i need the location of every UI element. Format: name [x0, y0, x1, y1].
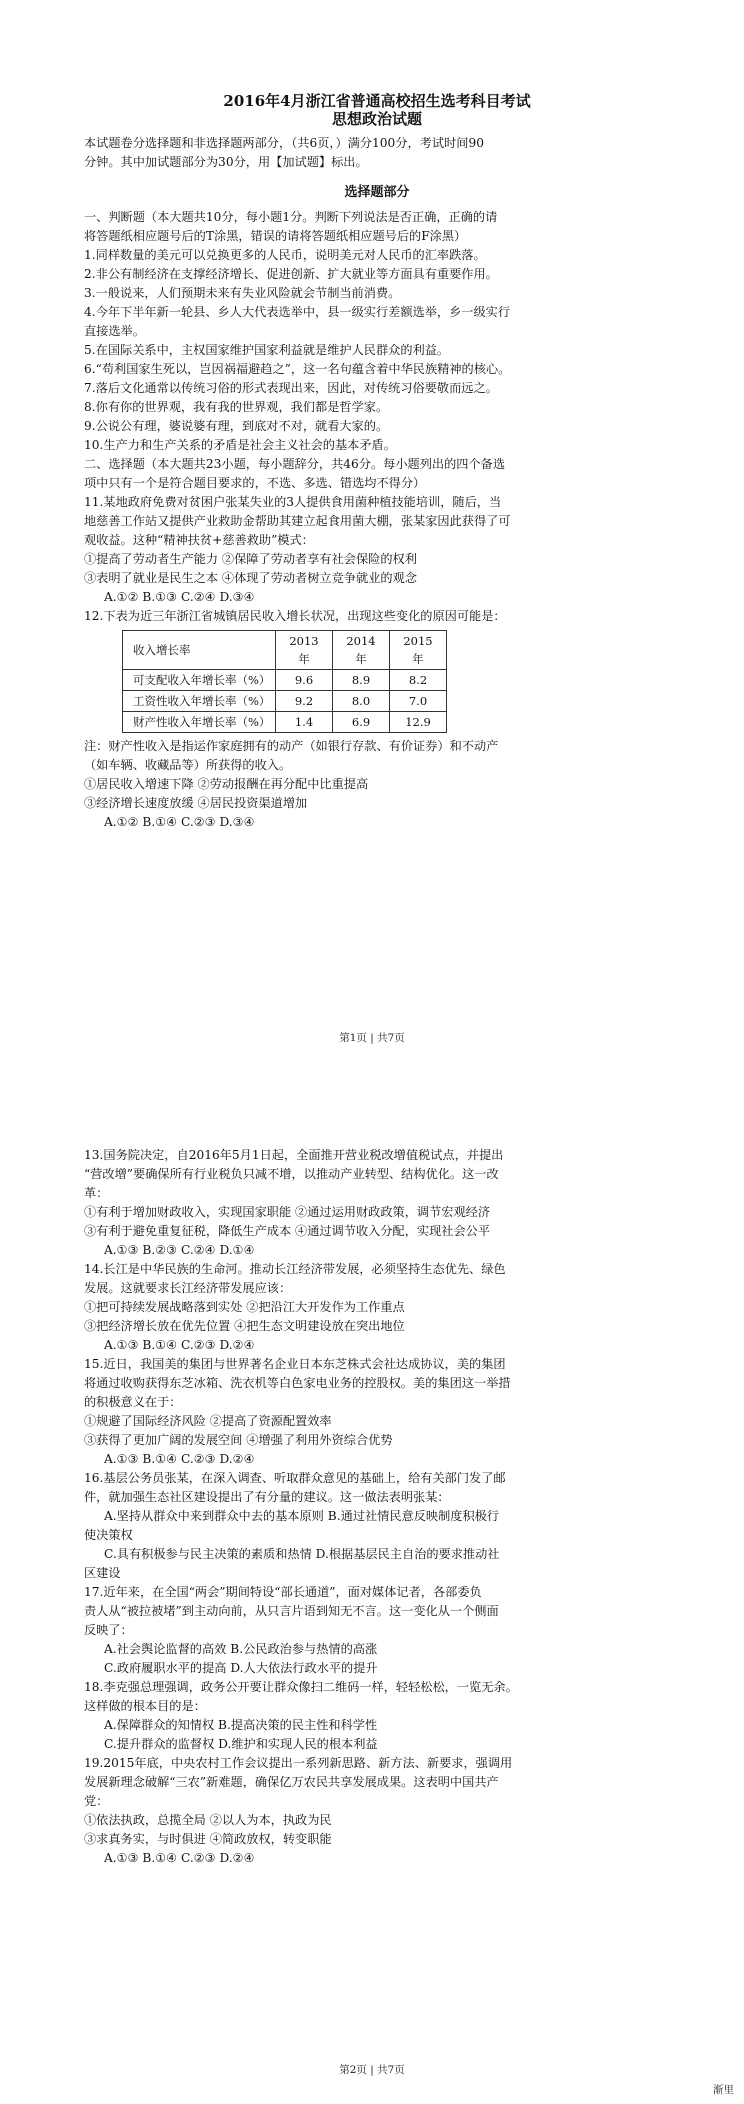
question-line: 地慈善工作站又提供产业救助金帮助其建立起食用菌大棚，张某家因此获得了可 [84, 514, 511, 528]
question-line: 观收益。这种“精神扶贫+慈善救助”模式： [84, 533, 314, 547]
question-line: 18.李克强总理强调，政务公开要让群众像扫二维码一样，轻轻松松，一览无余。 [84, 1680, 518, 1694]
question-line: A.①③ B.①④ C.②③ D.②④ [104, 1452, 255, 1466]
table-header-cell: 收入增长率 [123, 631, 276, 670]
question-line: ①有利于增加财政收入，实现国家职能 ②通过运用财政政策，调节宏观经济 [84, 1205, 491, 1219]
corner-watermark-text: 渐里 [713, 2084, 734, 2096]
income-growth-table [122, 630, 447, 733]
question-line: 件，就加强生态社区建设提出了有分量的建议。这一做法表明张某： [84, 1490, 450, 1504]
question-line: 17.近年来，在全国“两会”期间特设“部长通道”，面对媒体记者，各部委负 [84, 1585, 482, 1599]
page-1 [84, 92, 670, 832]
question-line: 党： [84, 1794, 109, 1808]
question-line: 4.今年下半年新一轮县、乡人大代表选举中，县一级实行差额选举，乡一级实行 [84, 305, 511, 319]
table-cell: 7.0 [390, 691, 447, 712]
table-cell: 8.0 [333, 691, 390, 712]
question-line: C.具有积极参与民主决策的素质和热情 D.根据基层民主自治的要求推动社 [104, 1547, 500, 1561]
question-line: 责人从“被拉被堵”到主动向前，从只言片语到知无不言。这一变化从一个侧面 [84, 1604, 499, 1618]
table-cell: 可支配收入年增长率（%） [123, 670, 276, 691]
table-header-cell: 2013年 [276, 631, 333, 670]
question-line: ①提高了劳动者生产能力 ②保障了劳动者享有社会保险的权利 [84, 552, 417, 566]
question-line: 5.在国际关系中，主权国家维护国家利益就是维护人民群众的利益。 [84, 343, 450, 357]
question-line: 将通过收购获得东芝冰箱、洗衣机等白色家电业务的控股权。美的集团这一举措 [84, 1376, 511, 1390]
question-line: C.政府履职水平的提高 D.人大依法行政水平的提升 [104, 1661, 378, 1675]
exam-title: 2016年4月浙江省普通高校招生选考科目考试 [223, 92, 531, 110]
question-line: ③把经济增长放在优先位置 ④把生态文明建设放在突出地位 [84, 1319, 405, 1333]
question-line: 13.国务院决定，自2016年5月1日起，全面推开营业税改增值税试点，并提出 [84, 1148, 504, 1162]
table-header-cell: 2014年 [333, 631, 390, 670]
question-line: ③求真务实，与时俱进 ④简政放权，转变职能 [84, 1832, 332, 1846]
question-line: A.保障群众的知情权 B.提高决策的民主性和科学性 [104, 1718, 378, 1732]
question-line: 19.2015年底，中央农村工作会议提出一系列新思路、新方法、新要求，强调用 [84, 1756, 513, 1770]
table-cell: 财产性收入年增长率（%） [123, 712, 276, 733]
question-line: 注：财产性收入是指运作家庭拥有的动产（如银行存款、有价证券）和不动产 [84, 739, 499, 753]
question-line: ③获得了更加广阔的发展空间 ④增强了利用外资综合优势 [84, 1433, 393, 1447]
table-cell: 9.6 [276, 670, 333, 691]
table-header-cell: 2015年 [390, 631, 447, 670]
question-line: 3.一般说来，人们预期未来有失业风险就会节制当前消费。 [84, 286, 401, 300]
intro-line: 分钟。其中加试题部分为30分，用【加试题】标出。 [84, 155, 368, 169]
question-line: ③表明了就业是民生之本 ④体现了劳动者树立竞争就业的观念 [84, 571, 417, 585]
page-footer-2: 第2页 | 共7页 [339, 2064, 405, 2076]
table-cell: 1.4 [276, 712, 333, 733]
exam-subtitle: 思想政治试题 [331, 110, 422, 128]
question-line: 10.生产力和生产关系的矛盾是社会主义社会的基本矛盾。 [84, 438, 396, 452]
question-line: 直接选举。 [84, 324, 145, 338]
question-line: 11.某地政府免费对贫困户张某失业的3人提供食用菌种植技能培训，随后，当 [84, 495, 502, 509]
question-line: 将答题纸相应题号后的T涂黑，错误的请将答题纸相应题号后的F涂黑） [84, 229, 467, 243]
question-line: ①把可持续发展战略落到实处 ②把沿江大开发作为工作重点 [84, 1300, 405, 1314]
question-line: 这样做的根本目的是： [84, 1699, 206, 1713]
question-line: A.①③ B.①④ C.②③ D.②④ [104, 1338, 255, 1352]
page2-questions [84, 1146, 670, 1868]
question-line: “营改增”要确保所有行业税负只减不增，以推动产业转型、结构优化。这一改 [84, 1167, 499, 1181]
question-line: 1.同样数量的美元可以兑换更多的人民币，说明美元对人民币的汇率跌落。 [84, 248, 486, 262]
question-line: 发展。这就要求长江经济带发展应该： [84, 1281, 292, 1295]
question-line: ①依法执政，总揽全局 ②以人为本，执政为民 [84, 1813, 332, 1827]
intro-text [84, 134, 670, 172]
question-line: 革： [84, 1186, 109, 1200]
q12-stem: 12.下表为近三年浙江省城镇居民收入增长状况，出现这些变化的原因可能是： [84, 609, 506, 623]
table-row [123, 712, 447, 733]
page1-questions [84, 208, 670, 588]
question-line: ①居民收入增速下降 ②劳动报酬在再分配中比重提高 [84, 777, 369, 791]
question-line: 二、选择题（本大题共23小题，每小题辞分，共46分。每小题列出的四个备选 [84, 457, 506, 471]
q12-options: A.①② B.①④ C.②③ D.③④ [104, 815, 255, 829]
page-2 [84, 1146, 670, 1868]
question-line: 14.长江是中华民族的生命河。推动长江经济带发展，必须坚持生态优先、绿色 [84, 1262, 506, 1276]
question-line: A.①③ B.②③ C.②④ D.①④ [104, 1243, 255, 1257]
question-line: （如车辆、收藏品等）所获得的收入。 [84, 758, 292, 772]
question-line: 6.“苟利国家生死以，岂因祸福避趋之”，这一名句蕴含着中华民族精神的核心。 [84, 362, 511, 376]
page-footer-1: 第1页 | 共7页 [339, 1032, 405, 1044]
question-line: 7.落后文化通常以传统习俗的形式表现出来，因此，对传统习俗要敬而远之。 [84, 381, 498, 395]
question-line: 9.公说公有理，婆说婆有理，到底对不对，就看大家的。 [84, 419, 389, 433]
q11-options: A.①② B.①③ C.②④ D.③④ [104, 590, 255, 604]
question-line: A.社会舆论监督的高效 B.公民政治参与热情的高涨 [104, 1642, 378, 1656]
question-line: 使决策权 [84, 1528, 133, 1542]
question-line: 发展新理念破解“三农”新难题，确保亿万农民共享发展成果。这表明中国共产 [84, 1775, 499, 1789]
table-header-row [123, 631, 447, 670]
question-line: ①规避了国际经济风险 ②提高了资源配置效率 [84, 1414, 332, 1428]
table-cell: 8.2 [390, 670, 447, 691]
question-line: A.坚持从群众中来到群众中去的基本原则 B.通过社情民意反映制度积极行 [104, 1509, 500, 1523]
question-line: 15.近日，我国美的集团与世界著名企业日本东芝株式会社达成协议，美的集团 [84, 1357, 506, 1371]
question-line: 的积极意义在于： [84, 1395, 182, 1409]
intro-line: 本试题卷分选择题和非选择题两部分，（共6页，）满分100分，考试时间90 [84, 136, 484, 150]
question-line: 区建设 [84, 1566, 121, 1580]
table-cell: 8.9 [333, 670, 390, 691]
question-line: C.提升群众的监督权 D.维护和实现人民的根本利益 [104, 1737, 378, 1751]
question-line: 反映了： [84, 1623, 133, 1637]
question-line: ③经济增长速度放缓 ④居民投资渠道增加 [84, 796, 308, 810]
table-cell: 9.2 [276, 691, 333, 712]
question-line: ③有利于避免重复征税，降低生产成本 ④通过调节收入分配，实现社会公平 [84, 1224, 491, 1238]
question-line: 16.基层公务员张某，在深入调查、听取群众意见的基础上，给有关部门发了邮 [84, 1471, 506, 1485]
question-line: 2.非公有制经济在支撑经济增长、促进创新、扩大就业等方面具有重要作用。 [84, 267, 498, 281]
table-row [123, 670, 447, 691]
table-cell: 工资性收入年增长率（%） [123, 691, 276, 712]
section-title: 选择题部分 [344, 185, 410, 200]
question-line: A.①③ B.①④ C.②③ D.②④ [104, 1851, 255, 1865]
question-line: 一、判断题（本大题共10分，每小题1分。判断下列说法是否正确，正确的请 [84, 210, 498, 224]
q12-notes [84, 737, 670, 813]
question-line: 项中只有一个是符合题目要求的，不选、多选、错选均不得分） [84, 476, 426, 490]
table-row [123, 691, 447, 712]
table-cell: 12.9 [390, 712, 447, 733]
table-cell: 6.9 [333, 712, 390, 733]
question-line: 8.你有你的世界观，我有我的世界观，我们都是哲学家。 [84, 400, 389, 414]
